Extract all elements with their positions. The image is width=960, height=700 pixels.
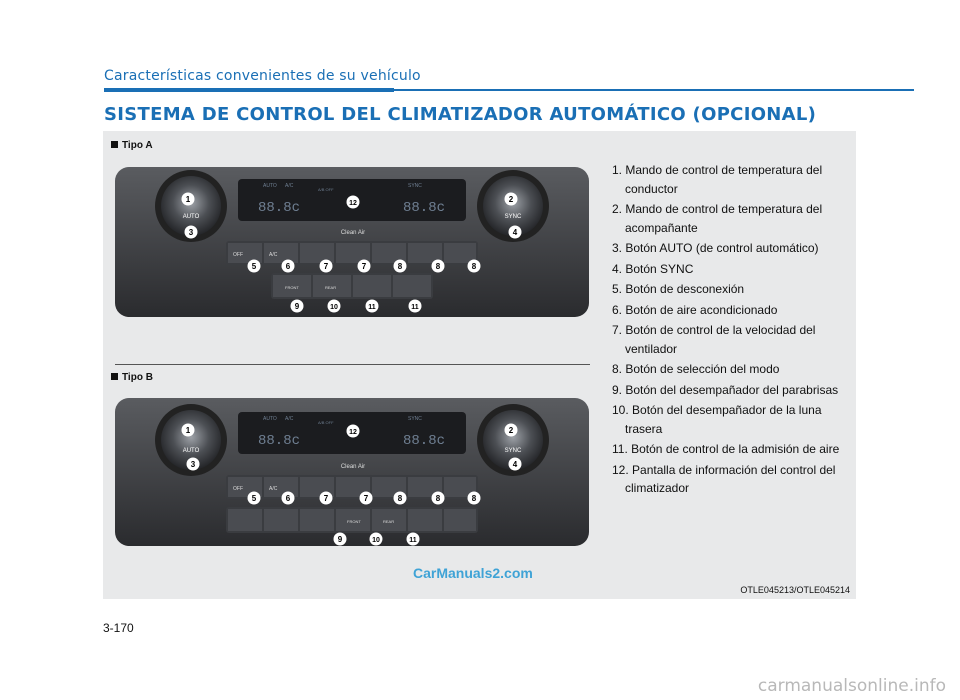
callout-5: 5 xyxy=(251,494,257,503)
callout-4: 4 xyxy=(512,460,518,469)
callout-10: 10 xyxy=(372,537,380,544)
callout-8a: 8 xyxy=(397,494,403,503)
recirc-button[interactable] xyxy=(408,509,442,531)
legend-list xyxy=(612,161,852,500)
callout-7b: 7 xyxy=(361,262,367,271)
page-number: 3-170 xyxy=(103,621,134,635)
callout-1: 1 xyxy=(185,426,191,435)
callout-7b: 7 xyxy=(363,494,369,503)
callout-10: 10 xyxy=(330,304,338,311)
callout-2: 2 xyxy=(508,426,514,435)
callout-11a: 11 xyxy=(368,304,376,311)
fan-down-button[interactable] xyxy=(300,243,334,263)
climate-panel-tipo-a xyxy=(113,161,591,321)
callout-12: 12 xyxy=(349,429,357,436)
callout-5: 5 xyxy=(251,262,257,271)
list-item: 8. Botón de selección del modo xyxy=(612,362,780,376)
callout-9: 9 xyxy=(337,535,343,544)
display-right-temp: 88.8c xyxy=(403,200,446,216)
list-item: 2. Mando de control de temperatura del acompañante xyxy=(612,202,823,235)
callout-1: 1 xyxy=(185,195,191,204)
header-rule xyxy=(104,89,914,91)
list-item: 10. Botón del desempañador de la luna trasera xyxy=(612,403,822,436)
front-label: FRONT xyxy=(347,519,361,524)
ac-label: A/C xyxy=(269,252,278,258)
callout-6: 6 xyxy=(285,494,291,503)
callout-2: 2 xyxy=(508,195,514,204)
list-item: 11. Botón de control de la admisión de aire xyxy=(612,442,840,456)
clean-air-label: Clean Air xyxy=(340,230,366,236)
list-item: 12. Pantalla de información del control del climatizador xyxy=(612,462,836,495)
display-sync: SYNC xyxy=(408,416,422,422)
callout-8a: 8 xyxy=(397,262,403,271)
climate-panel-tipo-b xyxy=(113,392,591,552)
callout-8c: 8 xyxy=(471,494,477,503)
sync-knob-label: SYNC xyxy=(504,214,522,220)
section-header: Características convenientes de su vehículo xyxy=(104,68,421,84)
auto-knob-label: AUTO xyxy=(182,448,200,454)
mode-button-3[interactable] xyxy=(444,243,476,263)
display-sync: SYNC xyxy=(408,183,422,189)
display-air-off: A/B OFF xyxy=(318,187,334,192)
ac-label: A/C xyxy=(269,486,278,492)
fresh-air-button[interactable] xyxy=(393,275,431,297)
rear-label: REAR xyxy=(325,285,337,290)
blank-button-4[interactable] xyxy=(444,509,476,531)
list-item: 9. Botón del desempañador del parabrisas xyxy=(612,382,839,397)
figure-separator xyxy=(115,364,590,365)
callout-4: 4 xyxy=(512,228,518,237)
callout-11b: 11 xyxy=(411,304,419,311)
callout-3: 3 xyxy=(188,228,194,237)
callout-8b: 8 xyxy=(435,262,441,271)
display-auto: AUTO xyxy=(263,183,277,189)
recirc-button[interactable] xyxy=(353,275,391,297)
tipo-a-label: Tipo A xyxy=(111,140,153,151)
callout-7a: 7 xyxy=(323,494,329,503)
display-auto: AUTO xyxy=(263,416,277,422)
list-item: 4. Botón SYNC xyxy=(612,261,694,276)
bullet-square-icon xyxy=(111,373,118,380)
list-item: 6. Botón de aire acondicionado xyxy=(612,302,778,317)
tipo-b-label: Tipo B xyxy=(111,372,153,383)
display-right-temp: 88.8c xyxy=(403,433,446,449)
display-air-off: A/B OFF xyxy=(318,420,334,425)
rear-label: REAR xyxy=(383,519,395,524)
list-item: 7. Botón de control de la velocidad del ventilador xyxy=(612,323,816,356)
figure-panel xyxy=(103,131,856,599)
callout-12: 12 xyxy=(349,200,357,207)
callout-8c: 8 xyxy=(471,262,477,271)
display-ac: A/C xyxy=(285,416,294,422)
sync-knob-label: SYNC xyxy=(504,448,522,454)
blank-button-2[interactable] xyxy=(264,509,298,531)
off-label: OFF xyxy=(233,486,243,492)
display-left-temp: 88.8c xyxy=(258,200,301,216)
callout-6: 6 xyxy=(285,262,291,271)
front-label: FRONT xyxy=(285,285,299,290)
display-ac: A/C xyxy=(285,183,294,189)
clean-air-label: Clean Air xyxy=(340,464,366,470)
watermark-carmanuals: CarManuals2.com xyxy=(413,565,533,581)
callout-7a: 7 xyxy=(323,262,329,271)
page-title: SISTEMA DE CONTROL DEL CLIMATIZADOR AUTOMÁTICO (OPCIONAL) xyxy=(104,104,817,125)
figure-reference: OTLE045213/OTLE045214 xyxy=(740,585,850,595)
header-rule-accent xyxy=(104,88,394,92)
list-item: 5. Botón de desconexión xyxy=(612,282,745,296)
display-left-temp: 88.8c xyxy=(258,433,301,449)
off-label: OFF xyxy=(233,252,243,258)
footer-watermark: carmanualsonline.info xyxy=(757,676,946,696)
bullet-square-icon xyxy=(111,141,118,148)
callout-3: 3 xyxy=(190,460,196,469)
blank-button-1[interactable] xyxy=(228,509,262,531)
blank-button-3[interactable] xyxy=(300,509,334,531)
list-item: 1. Mando de control de temperatura del conductor xyxy=(612,163,823,196)
list-item: 3. Botón AUTO (de control automático) xyxy=(612,241,819,255)
callout-9: 9 xyxy=(294,302,300,311)
auto-knob-label: AUTO xyxy=(182,214,200,220)
callout-11: 11 xyxy=(409,537,417,544)
callout-8b: 8 xyxy=(435,494,441,503)
